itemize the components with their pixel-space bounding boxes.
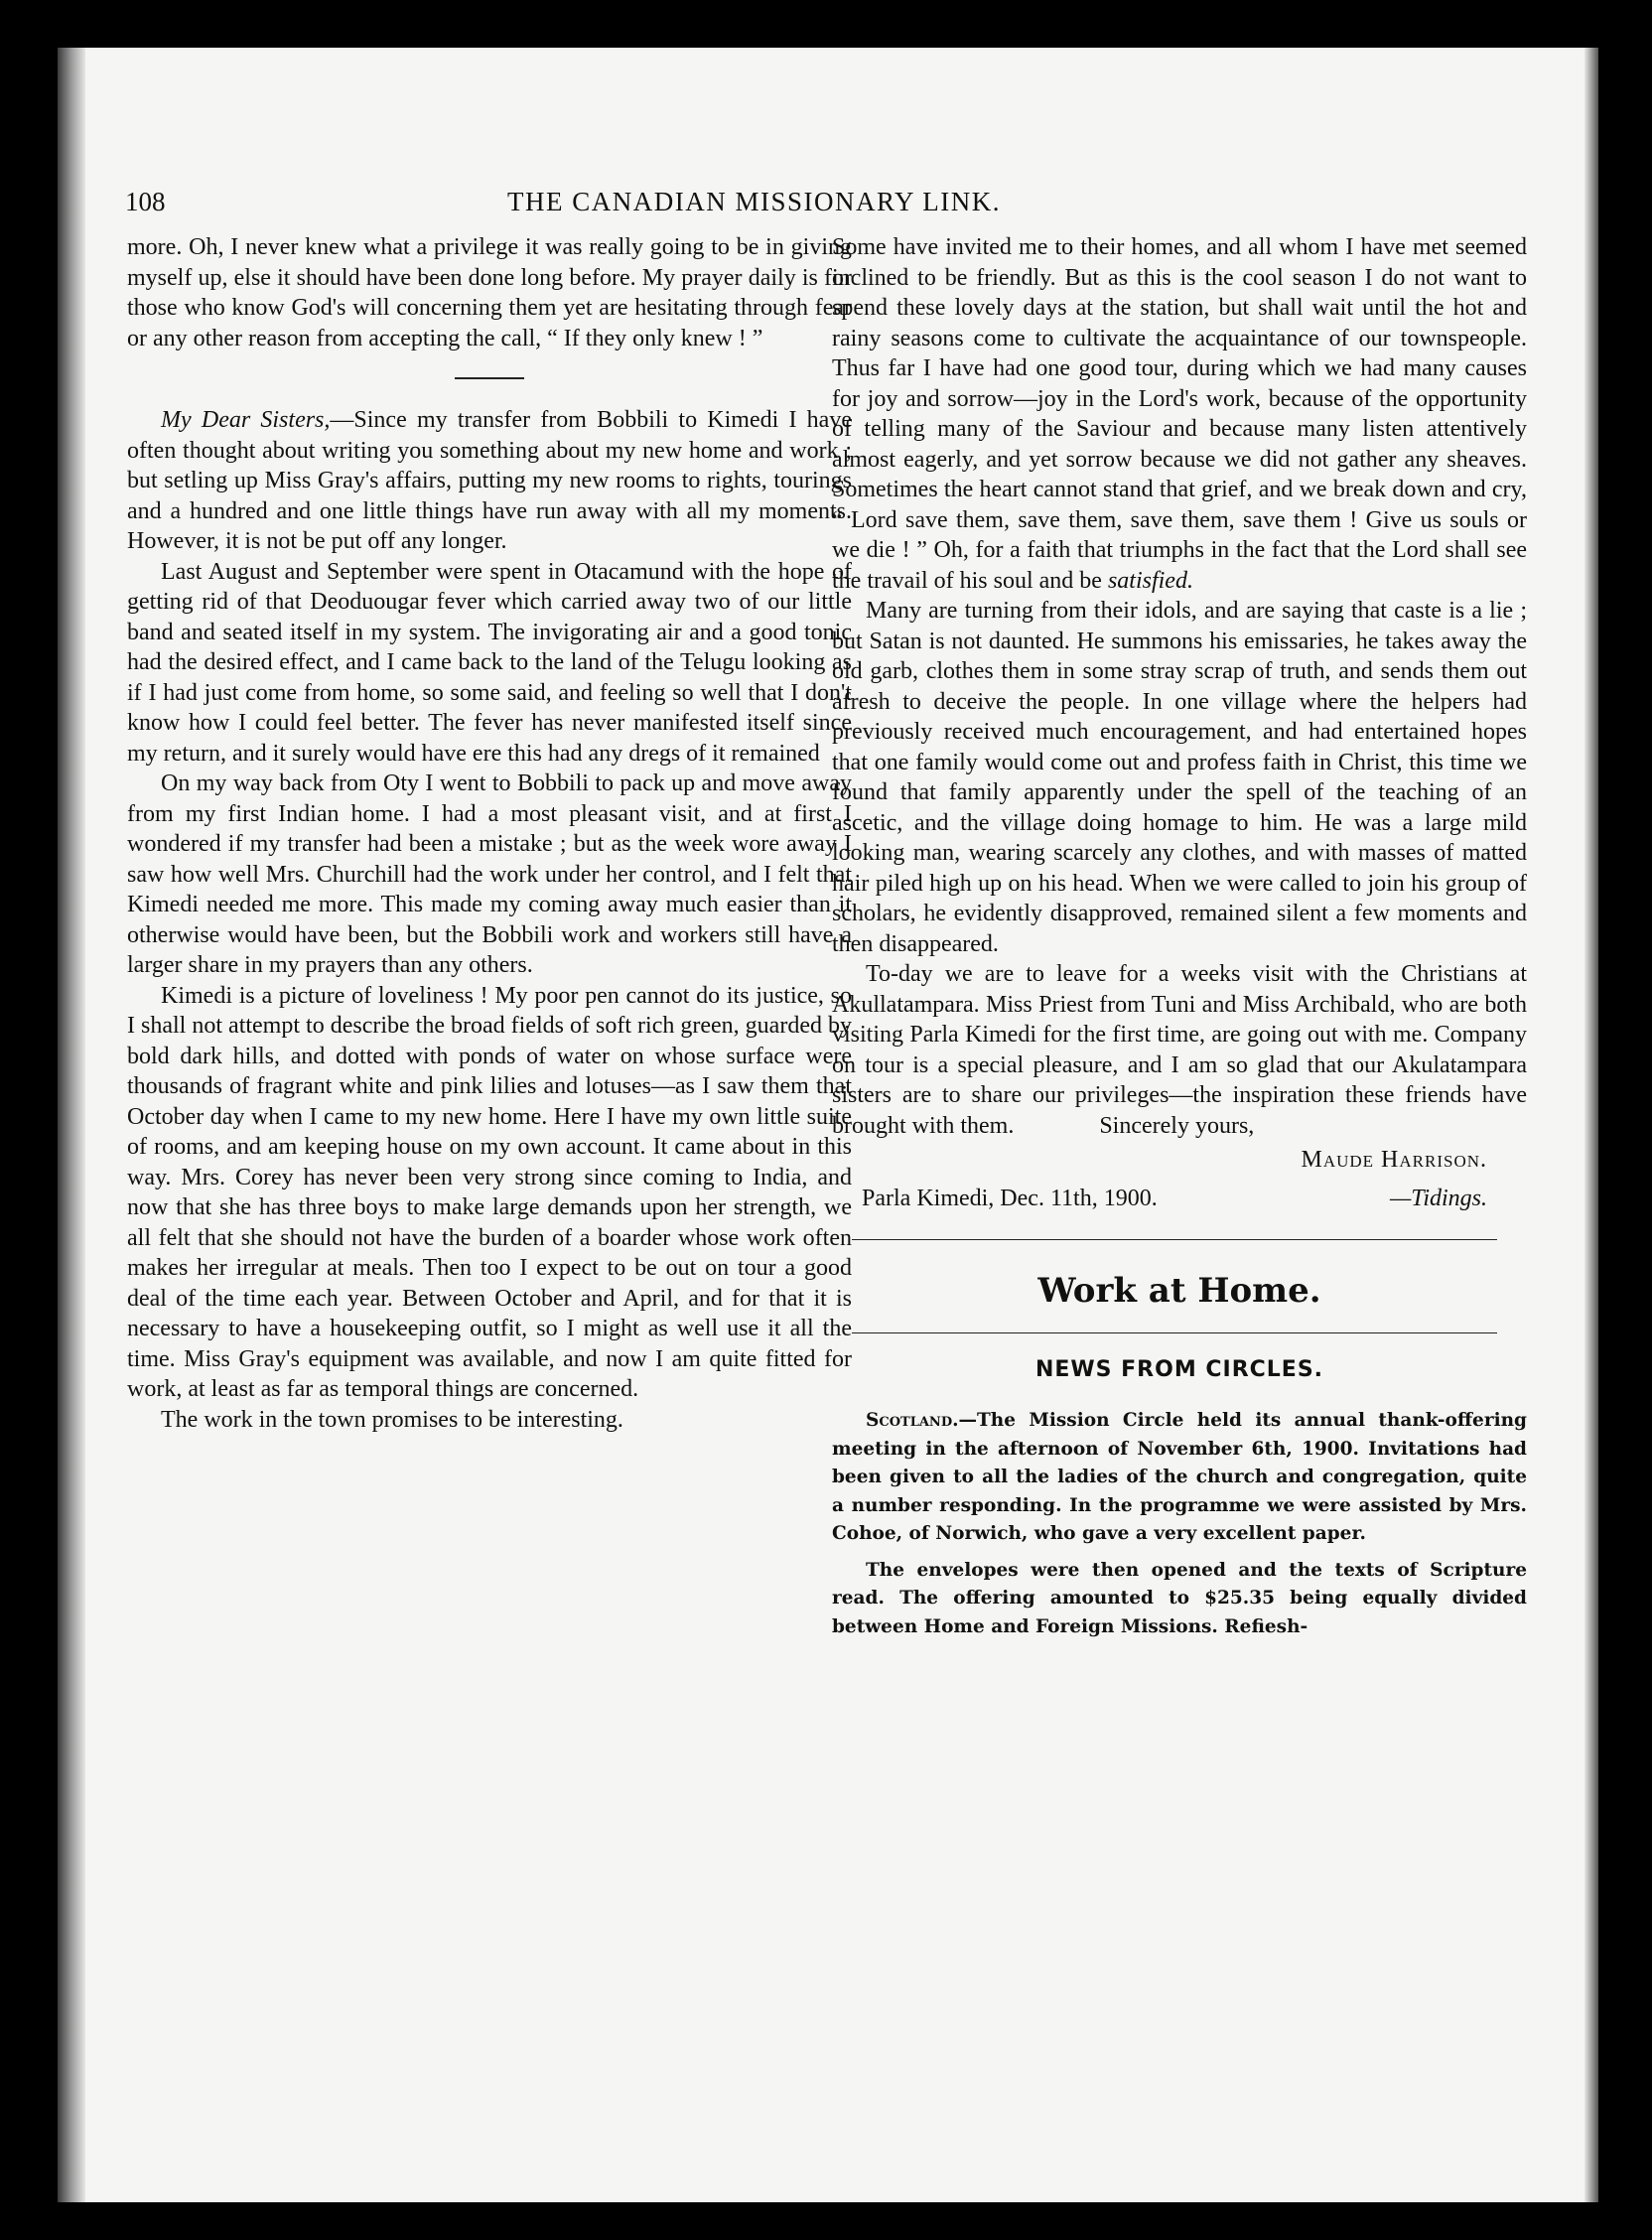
page-edge-shadow [1584, 48, 1598, 2202]
paragraph: On my way back from Oty I went to Bobbili to pack up and move away from my first Indian home. I had a most pleasant visit, and at first I wondered if my transfer had been a mistake ; but as the week wore away I saw how well Mrs. Churchill had the work under her control, and I felt that Kimedi needed me more. This made my coming away much easier than it otherwise would have been, but the Bobbili work and workers still have a larger share in my prayers than any others. [127, 770, 852, 978]
source-credit: —Tidings. [1389, 1185, 1487, 1211]
paragraph-text: —The Mission Circle held its annual thank-offering meeting in the afternoon of November 6th, 1900. Invitations had been given to all the ladies of the church and congregation, quite a number responding. In the programme we were assisted by Mrs. Cohoe, of Norwich, who gave a very excellent paper. [832, 1410, 1527, 1544]
paragraph-text: —Since my transfer from Bobbili to Kimedi I have often thought about writing you something about my new home and work ; but setling up Miss Gray's affairs, putting my new rooms to rights, tourings and a hundred and one little things have run away with all my moments. However, it is not be put off any longer. [127, 407, 852, 554]
news-heading: NEWS FROM CIRCLES. [1034, 1356, 1324, 1382]
book-spine-shadow [58, 48, 85, 2202]
left-column [127, 232, 852, 1435]
paragraph: Many are turning from their idols, and are saying that caste is a lie ; but Satan is not daunted. He summons his emissaries, he takes away the old garb, clothes them in some stray scrap of truth, and sends them out afresh to deceive the people. In one village where the helpers had previously received much encouragement, and had entertained hopes that one family would come out and profess faith in Christ, this time we found that family apparently under the spell of the teaching of an ascetic, and the village doing homage to him. He was a large mild looking man, wearing scarcely any clothes, and with masses of matted hair piled high up on his head. When we were called to join his group of scholars, he evidently disapproved, remained silent a few moments and then disappeared. [832, 598, 1527, 957]
paragraph: more. Oh, I never knew what a privilege it was really going to be in giving myself up, else it should have been done long before. My prayer daily is for those who know God's will concerning them yet are hesitating through fear or any other reason from accepting the call, “ If they only knew ! ” [127, 234, 852, 351]
closing: Sincerely yours, [1099, 1112, 1255, 1139]
italic-word: satisfied. [1107, 567, 1193, 594]
page-header [125, 187, 1118, 226]
divider [852, 1332, 1497, 1333]
place-lead: Scotland. [866, 1410, 959, 1431]
right-column [832, 232, 1527, 1649]
salutation: My Dear Sisters, [161, 407, 331, 433]
section-heading: Work at Home. [1037, 1271, 1321, 1311]
paragraph: The work in the town promises to be interesting. [161, 1406, 623, 1433]
scanned-page [58, 48, 1598, 2202]
place-date: Parla Kimedi, Dec. 11th, 1900. [862, 1185, 1158, 1211]
running-title: THE CANADIAN MISSIONARY LINK. [507, 187, 1001, 216]
dateline [832, 1184, 1527, 1214]
paragraph-text: Some have invited me to their homes, and all whom I have met seemed inclined to be friendly. But as this is the cool season I do not want to spend these lovely days at the station, but shall wait until the hot and rainy seasons come to cultivate the acquaintance of our townspeople. Thus far I have had one good tour, during which we had many causes for joy and sorrow—joy in the Lord's work, because of the opportunity of telling many of the Saviour and because many listen attentively almost eagerly, and yet sorrow because we did not gather any sheaves. Sometimes the heart cannot stand that grief, and we break down and cry, “ Lord save them, save them, save them, save them ! Give us souls or we die ! ” Oh, for a faith that triumphs in the fact that the Lord shall see the travail of his soul and be [832, 234, 1527, 594]
signature: Maude Harrison. [1301, 1147, 1487, 1173]
letter-opening [127, 405, 852, 557]
news-body [832, 1407, 1527, 1641]
paragraph: The envelopes were then opened and the texts of Scripture read. The offering amounted to $25.35 being equally divided between Home and Foreign Missions. Refiesh- [832, 1559, 1527, 1637]
paragraph [832, 1407, 1527, 1549]
paragraph [832, 232, 1527, 596]
paragraph [832, 959, 1527, 1141]
paragraph: Kimedi is a picture of loveliness ! My poor pen cannot do its justice, so I shall not attempt to describe the broad fields of soft rich green, guarded by bold dark hills, and dotted with ponds of water on whose surface were thousands of fragrant white and pink lilies and lotuses—as I saw them that October day when I came to my new home. Here I have my own little suite of rooms, and am keeping house on my own account. It came about in this way. Mrs. Corey has never been very strong since coming to India, and now that she has three boys to make large demands upon her strength, we all felt that she should not have the burden of a boarder whose work often makes her irregular at meals. Then too I expect to be out on tour a good deal of the time each year. Between October and April, and for that it is necessary to have a housekeeping outfit, so I might as well use it all the time. Miss Gray's equipment was available, and now I am quite fitted for work, at least as far as temporal things are concerned. [127, 982, 852, 1402]
divider [852, 1239, 1497, 1240]
page-number: 108 [125, 187, 166, 216]
divider [455, 377, 524, 379]
paragraph-text: To-day we are to leave for a weeks visit with the Christians at Akullatampara. Miss Priest from Tuni and Miss Archibald, who are both visiting Parla Kimedi for the first time, are going out with me. Company on tour is a special pleasure, and I am so glad that our Akulatampara sisters are to share our privileges—the inspiration these friends have brought with them. [832, 961, 1527, 1139]
paragraph: Last August and September were spent in Otacamund with the hope of getting rid of that Deoduougar fever which carried away two of our little band and seated itself in my system. The invigorating air and a good tonic had the desired effect, and I came back to the land of the Telugu looking as if I had just come from home, so some said, and feeling so well that I don't know how I could feel better. The fever has never manifested itself since my return, and it surely would have ere this had any dregs of it remained [127, 558, 852, 767]
